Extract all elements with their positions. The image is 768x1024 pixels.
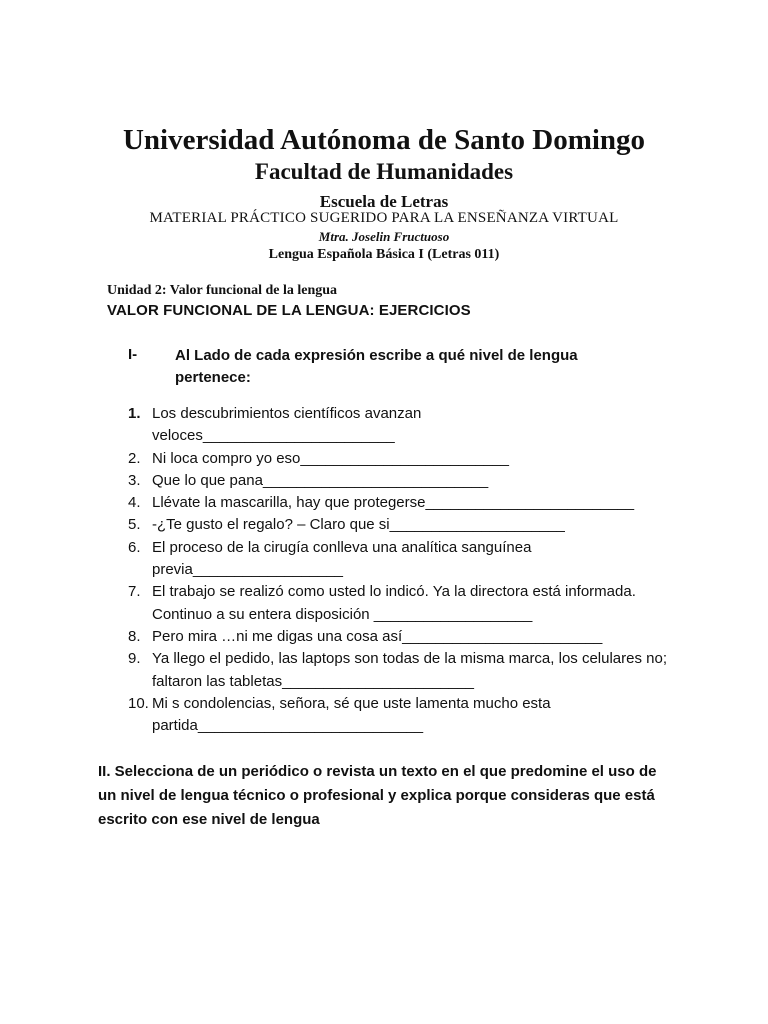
section-2-instruction: II. Selecciona de un periódico o revista un texto en el que predomine el uso de un nivel de lengua técnico o profesional y explica porque consideras que está escrito con ese nivel de lengua — [98, 763, 657, 828]
item-text: Mi s condolencias, señora, sé que uste lamenta mucho esta partida___________________________ — [152, 694, 551, 735]
list-item — [128, 470, 668, 492]
list-item — [128, 693, 668, 738]
faculty-title: Facultad de Humanidades — [254, 159, 514, 184]
page-title: VALOR FUNCIONAL DE LA LENGUA: EJERCICIOS — [107, 302, 471, 319]
course-name: Lengua Española Básica I (Letras 011) — [268, 247, 500, 262]
item-number: 8. — [128, 627, 141, 645]
item-text: El proceso de la cirugía conlleva una analítica sanguínea previa__________________ — [152, 538, 532, 579]
item-text: Ni loca compro yo eso_________________________ — [152, 449, 509, 467]
university-title: Universidad Autónoma de Santo Domingo — [122, 124, 646, 156]
material-subtitle: MATERIAL PRÁCTICO SUGERIDO PARA LA ENSEÑANZA VIRTUAL — [149, 210, 619, 226]
item-number: 3. — [128, 471, 141, 489]
item-text: Pero mira …ni me digas una cosa así________________________ — [152, 627, 603, 645]
item-text: Los descubrimientos científicos avanzan veloces_______________________ — [152, 405, 422, 445]
section-1-instruction: Al Lado de cada expresión escribe a qué nivel de lengua pertenece: — [175, 347, 578, 386]
item-number: 4. — [128, 494, 141, 512]
list-item — [128, 514, 668, 536]
unit-label: Unidad 2: Valor funcional de la lengua — [107, 283, 338, 298]
item-text: El trabajo se realizó como usted lo indicó. Ya la directora está informada. Continuo a su entera disposición ___________________ — [152, 583, 636, 623]
item-text: Llévate la mascarilla, hay que protegerse_________________________ — [152, 494, 635, 512]
item-number: 7. — [128, 583, 141, 601]
item-number: 9. — [128, 650, 141, 668]
item-number: 2. — [128, 449, 141, 467]
item-number: 1. — [128, 405, 141, 422]
list-item — [128, 492, 668, 514]
school-title: Escuela de Letras — [319, 192, 449, 211]
exercise-list — [128, 403, 668, 737]
item-text: -¿Te gusto el regalo? – Claro que si_____________________ — [152, 516, 565, 534]
list-item — [128, 648, 668, 693]
list-item — [128, 537, 668, 582]
list-item — [128, 448, 668, 470]
list-item — [128, 403, 668, 448]
item-number: 10. — [128, 694, 149, 712]
list-item — [128, 581, 668, 626]
item-text: Que lo que pana___________________________ — [152, 471, 489, 489]
item-text: Ya llego el pedido, las laptops son todas de la misma marca, los celulares no; faltaron las tabletas_______________________ — [152, 650, 668, 690]
teacher-name: Mtra. Joselin Fructuoso — [318, 229, 450, 244]
item-number: 5. — [128, 516, 141, 534]
section-1-marker: I- — [128, 346, 138, 363]
item-number: 6. — [128, 538, 141, 556]
list-item — [128, 626, 668, 648]
